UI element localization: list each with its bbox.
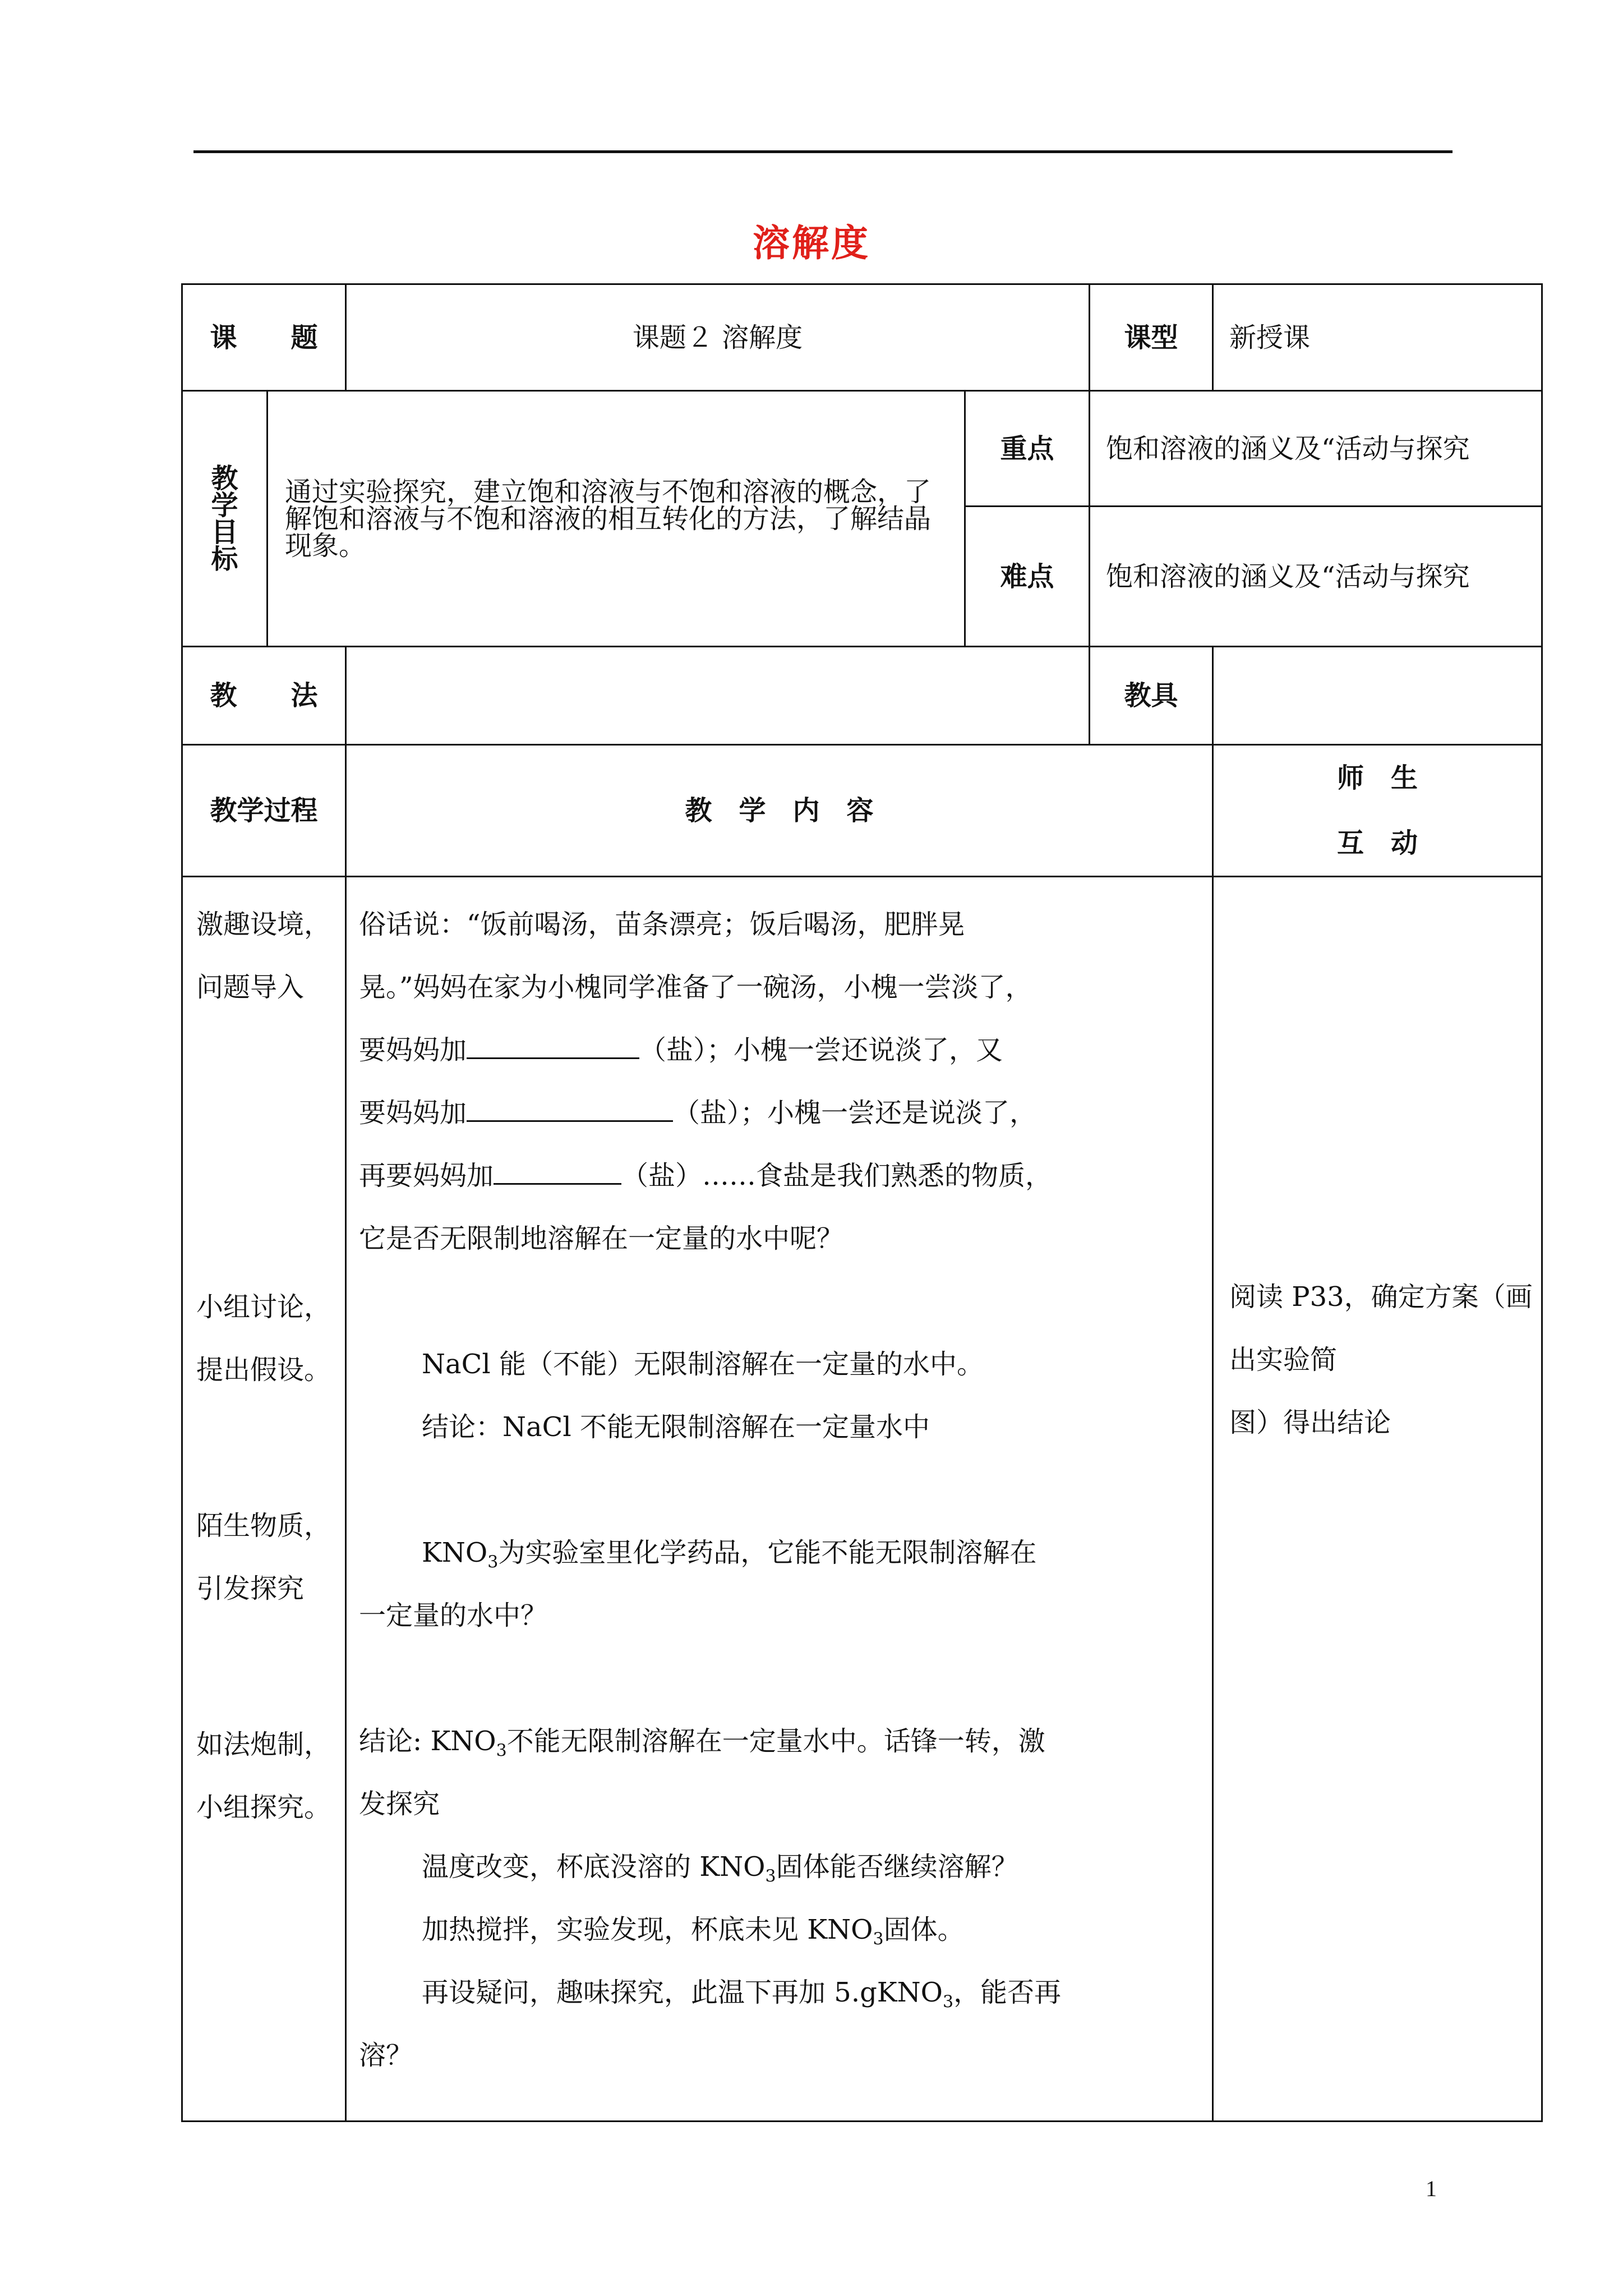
process-stages [182, 877, 346, 2122]
goals-row-key [182, 391, 1542, 507]
content-line: 发探究 [359, 1788, 440, 1820]
goals-text: 通过实验探究，建立饱和溶液与不饱和溶液的概念，了解饱和溶液与不饱和溶液的相互转化的方法，了解结晶现象。 [268, 391, 965, 647]
lesson-plan-table [181, 283, 1543, 2122]
method-value [346, 647, 1090, 745]
stage-2: 小组讨论， 提出假设。 [196, 1291, 331, 1386]
content-label: 教 学 内 容 [346, 745, 1213, 877]
type-label: 课型 [1090, 284, 1213, 391]
stage-1: 激趣设境， 问题导入 [196, 909, 331, 1003]
interaction-line: 图）得出结论 [1229, 1407, 1391, 1438]
temperature-question: 温度改变，杯底没溶的 $KNO_3$固体能否继续溶解？ [422, 1851, 1018, 1887]
fill-blank-line-2: 要妈妈加 （盐）；小槐一尝还是说淡了， [359, 1097, 1037, 1129]
interaction-content [1213, 877, 1542, 2122]
content-line: 俗话说：“饭前喝汤，苗条漂亮；饭后喝汤，肥胖晃 [359, 909, 965, 940]
nacl-question: NaCl 能（不能）无限制溶解在一定量的水中。 [422, 1349, 984, 1380]
process-content [346, 877, 1213, 2122]
topic-row [182, 284, 1542, 391]
fill-blank-line-1: 要妈妈加 （盐）；小槐一尝还说淡了，又 [359, 1034, 1003, 1066]
topic-value: 课题２ 溶解度 [346, 284, 1090, 391]
nacl-conclusion: 结论：NaCl 不能无限制溶解在一定量水中 [422, 1411, 930, 1443]
fill-blank-3[interactable] [494, 1159, 621, 1185]
key-point-label: 重点 [965, 391, 1090, 507]
type-value: 新授课 [1213, 284, 1542, 391]
goals-label: 教 学 目 标 [182, 391, 268, 647]
topic-label: 课 题 [182, 284, 346, 391]
content-line: 一定量的水中？ [359, 1600, 548, 1631]
fill-blank-2[interactable] [467, 1097, 673, 1122]
heating-result: 加热搅拌，实验发现，杯底未见 $KNO_3$固体。 [422, 1914, 965, 1949]
header-rule [193, 150, 1453, 153]
further-question: 再设疑问，趣味探究，此温下再加 5.gKNO$_3$，能否再 [422, 1977, 1062, 2012]
stage-4: 如法炮制， 小组探究。 [196, 1729, 331, 1823]
tools-value [1213, 647, 1542, 745]
content-line: 晃。”妈妈在家为小槐同学准备了一碗汤，小槐一尝淡了， [359, 972, 1032, 1003]
fill-blank-1[interactable] [467, 1034, 639, 1059]
difficult-point-label: 难点 [965, 507, 1090, 647]
content-line: 溶？ [359, 2040, 413, 2071]
tools-label: 教具 [1090, 647, 1213, 745]
difficult-point-value: 饱和溶液的涵义及“活动与探究 [1090, 507, 1542, 647]
page-number: 1 [1426, 2176, 1437, 2201]
method-row [182, 647, 1542, 745]
process-row [182, 877, 1542, 2122]
stage-3: 陌生物质， 引发探究 [196, 1510, 331, 1604]
interaction-label: 师 生 互 动 [1213, 745, 1542, 877]
content-line: 它是否无限制地溶解在一定量的水中呢？ [359, 1223, 844, 1254]
key-point-value: 饱和溶液的涵义及“活动与探究 [1090, 391, 1542, 507]
kno3-question: $KNO_3$为实验室里化学药品，它能不能无限制溶解在 [422, 1537, 1037, 1572]
page-title: 溶解度 [753, 221, 870, 265]
method-label: 教 法 [182, 647, 346, 745]
interaction-line: 阅读 P33，确定方案（画出实验简 [1229, 1281, 1533, 1375]
fill-blank-line-3: 再要妈妈加 （盐）……食盐是我们熟悉的物质， [359, 1160, 1053, 1191]
process-header-row [182, 745, 1542, 877]
process-label: 教学过程 [182, 745, 346, 877]
kno3-conclusion: 结论: $KNO_3$不能无限制溶解在一定量水中。话锋一转，激 [359, 1726, 1045, 1761]
